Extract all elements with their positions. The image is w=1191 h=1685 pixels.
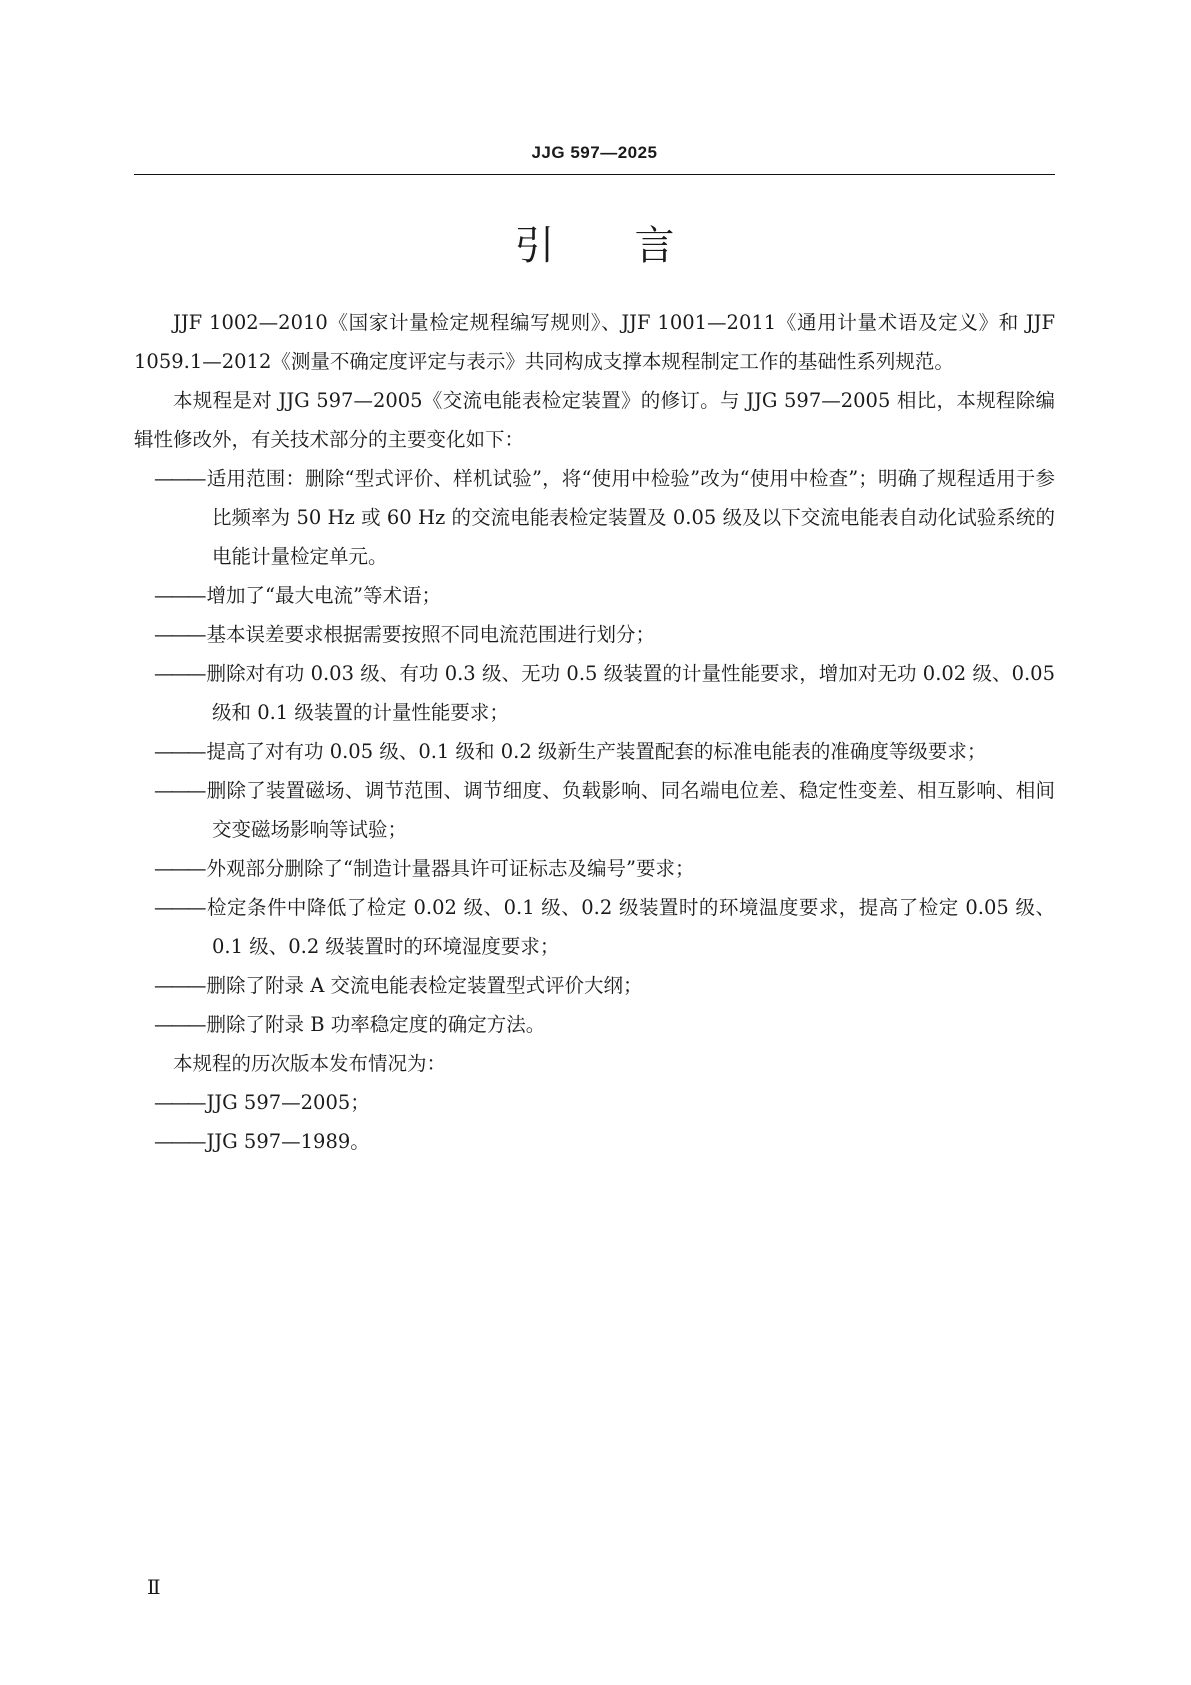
dash-marker: ———: [154, 1091, 204, 1114]
page-number: Ⅱ: [147, 1575, 161, 1599]
dash-marker: ———: [154, 662, 204, 685]
change-item: [134, 1005, 1055, 1044]
change-item: [134, 849, 1055, 888]
history-intro-paragraph: 本规程的历次版本发布情况为：: [173, 1052, 447, 1075]
history-item-text: JJG 597—2005；: [206, 1091, 370, 1114]
header-rule: [134, 174, 1055, 175]
change-item: [134, 732, 1055, 771]
dash-marker: ———: [154, 467, 204, 490]
dash-marker: ———: [154, 740, 204, 763]
page-title: 引言: [514, 223, 755, 269]
change-item: [134, 771, 1055, 849]
change-item-text: 删除了装置磁场、调节范围、调节细度、负载影响、同名端电位差、稳定性变差、相互影响、相间交变磁场影响等试验；: [206, 779, 1055, 841]
revision-paragraph: 本规程是对 JJG 597—2005《交流电能表检定装置》的修订。与 JJG 597—2005 相比，本规程除编辑性修改外，有关技术部分的主要变化如下：: [134, 389, 1055, 451]
change-item: [134, 576, 1055, 615]
change-item: [134, 888, 1055, 966]
change-item-text: 基本误差要求根据需要按照不同电流范围进行划分；: [206, 623, 656, 646]
change-item-text: 删除了附录 A 交流电能表检定装置型式评价大纲；: [206, 974, 643, 997]
change-item-text: 检定条件中降低了检定 0.02 级、0.1 级、0.2 级装置时的环境温度要求，提高了检定 0.05 级、0.1 级、0.2 级装置时的环境湿度要求；: [206, 896, 1055, 958]
history-list: [134, 1083, 1055, 1161]
change-item-text: 增加了“最大电流”等术语；: [206, 584, 441, 607]
document-code-header: JJG 597—2025: [531, 143, 658, 162]
change-item-text: 提高了对有功 0.05 级、0.1 级和 0.2 级新生产装置配套的标准电能表的准确度等级要求；: [206, 740, 987, 763]
dash-marker: ———: [154, 974, 204, 997]
change-item: [134, 459, 1055, 576]
dash-marker: ———: [154, 1130, 204, 1153]
dash-marker: ———: [154, 584, 204, 607]
change-item: [134, 615, 1055, 654]
dash-marker: ———: [154, 779, 204, 802]
change-item-text: 删除对有功 0.03 级、有功 0.3 级、无功 0.5 级装置的计量性能要求，增加对无功 0.02 级、0.05 级和 0.1 级装置的计量性能要求；: [206, 662, 1055, 724]
dash-marker: ———: [154, 896, 204, 919]
foreword-body: [134, 303, 1055, 1161]
change-item: [134, 654, 1055, 732]
dash-marker: ———: [154, 857, 204, 880]
change-item: [134, 966, 1055, 1005]
changes-list: [134, 459, 1055, 1044]
dash-marker: ———: [154, 623, 204, 646]
dash-marker: ———: [154, 1013, 204, 1036]
change-item-text: 外观部分删除了“制造计量器具许可证标志及编号”要求；: [206, 857, 695, 880]
history-item: [134, 1083, 1055, 1122]
change-item-text: 删除了附录 B 功率稳定度的确定方法。: [206, 1013, 546, 1036]
history-item-text: JJG 597—1989。: [206, 1130, 370, 1153]
history-item: [134, 1122, 1055, 1161]
intro-paragraph: JJF 1002—2010《国家计量检定规程编写规则》、JJF 1001—2011《通用计量术语及定义》和 JJF 1059.1—2012《测量不确定度评定与表示》共同构成支撑本规程制定工作的基础性系列规范。: [134, 311, 1055, 373]
change-item-text: 适用范围：删除“型式评价、样机试验”，将“使用中检验”改为“使用中检查”；明确了规程适用于参比频率为 50 Hz 或 60 Hz 的交流电能表检定装置及 0.05 级及以下交流电能表自动化试验系统的电能计量检定单元。: [206, 467, 1055, 568]
